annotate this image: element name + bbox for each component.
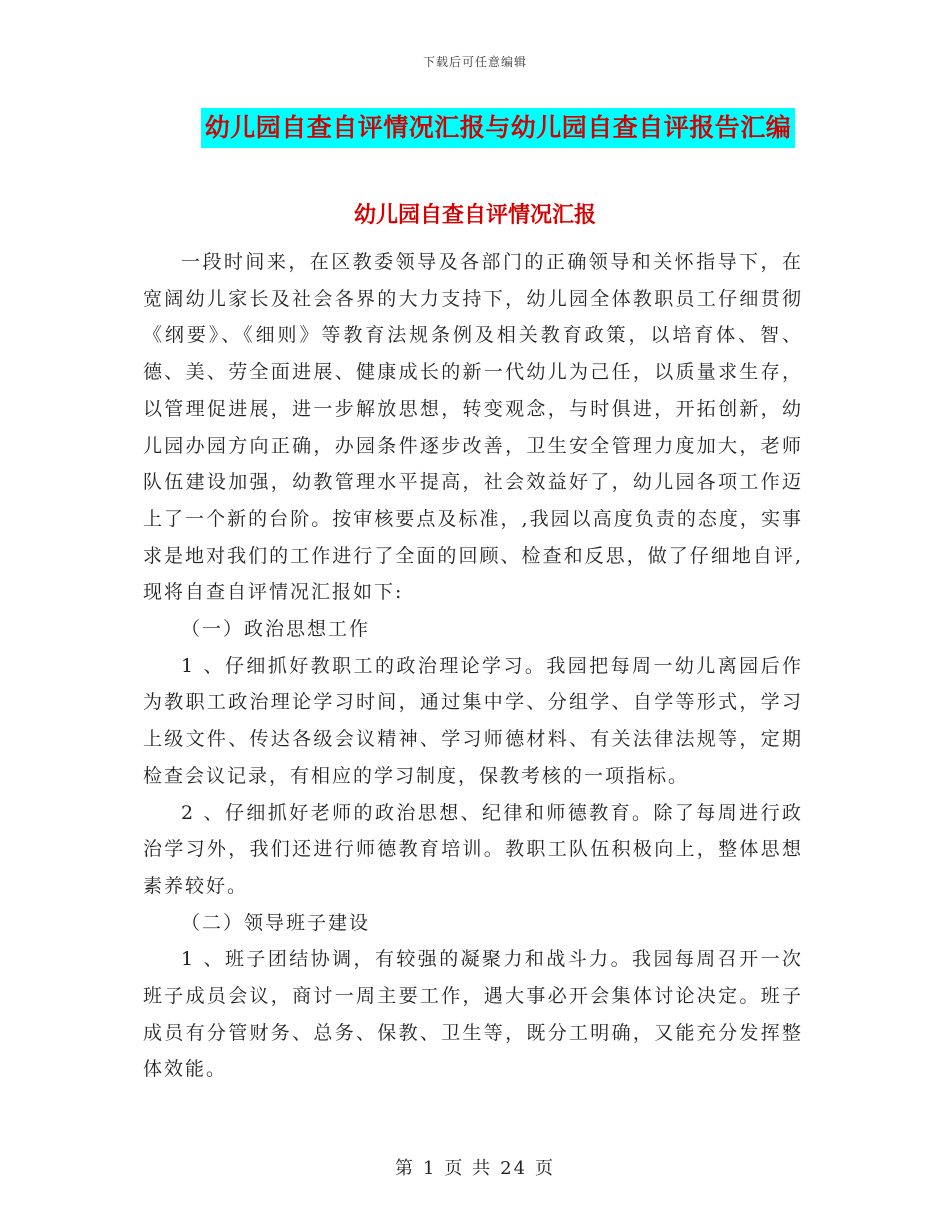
paragraph-political-2: 2 、仔细抓好老师的政治思想、纪律和师德教育。除了每周进行政治学习外，我们还进行师德教育培训。教职工队伍积极向上，整体思想素养较好。 <box>143 801 803 897</box>
footer-prefix: 第 <box>394 1158 415 1179</box>
footer-suffix: 页 <box>535 1158 556 1179</box>
main-title-container <box>0 108 950 148</box>
paragraph-intro: 一段时间来，在区教委领导及各部门的正确领导和关怀指导下，在宽阔幼儿家长及社会各界的大力支持下，幼儿园全体教职员工仔细贯彻《纲要》、《细则》等教育法规条例及相关教育政策，以培育体、智、德、美、劳全面进展、健康成长的新一代幼儿为己任，以质量求生存，以管理促进展，进一步解放思想，转变观念，与时俱进，开拓创新，幼儿园办园方向正确，办园条件逐步改善，卫生安全管理力度加大，老师队伍建设加强，幼教管理水平提高，社会效益好了，幼儿园各项工作迈上了一个新的台阶。按审核要点及标准，,我园以高度负责的态度，实事求是地对我们的工作进行了全面的回顾、检查和反思，做了仔细地自评,现将自查自评情况汇报如下: <box>143 251 803 604</box>
section-title: 幼儿园自查自评情况汇报 <box>353 203 596 228</box>
footer-page-number: 1 <box>422 1158 437 1179</box>
page-footer <box>0 1154 950 1180</box>
document-body <box>143 244 803 1088</box>
document-main-title: 幼儿园自查自评情况汇报与幼儿园自查自评报告汇编 <box>201 108 796 148</box>
paragraph-political-1: 1 、仔细抓好教职工的政治理论学习。我园把每周一幼儿离园后作为教职工政治理论学习时间，通过集中学、分组学、自学等形式，学习上级文件、传达各级会议精神、学习师德材料、有关法律法规等，定期检查会议记录，有相应的学习制度，保教考核的一项指标。 <box>143 654 803 787</box>
paragraph-leadership-1: 1 、班子团结协调，有较强的凝聚力和战斗力。我园每周召开一次班子成员会议，商讨一周主要工作，遇大事必开会集体讨论决定。班子成员有分管财务、总务、保教、卫生等，既分工明确，又能充分发挥整体效能。 <box>143 948 803 1081</box>
page-header-note: 下载后可任意编辑 <box>422 55 527 69</box>
subheading-leadership: （二）领导班子建设 <box>181 911 371 934</box>
footer-total-pages: 24 <box>500 1158 528 1179</box>
subheading-political-work: （一）政治思想工作 <box>181 618 371 641</box>
footer-middle: 页 共 <box>444 1158 493 1179</box>
